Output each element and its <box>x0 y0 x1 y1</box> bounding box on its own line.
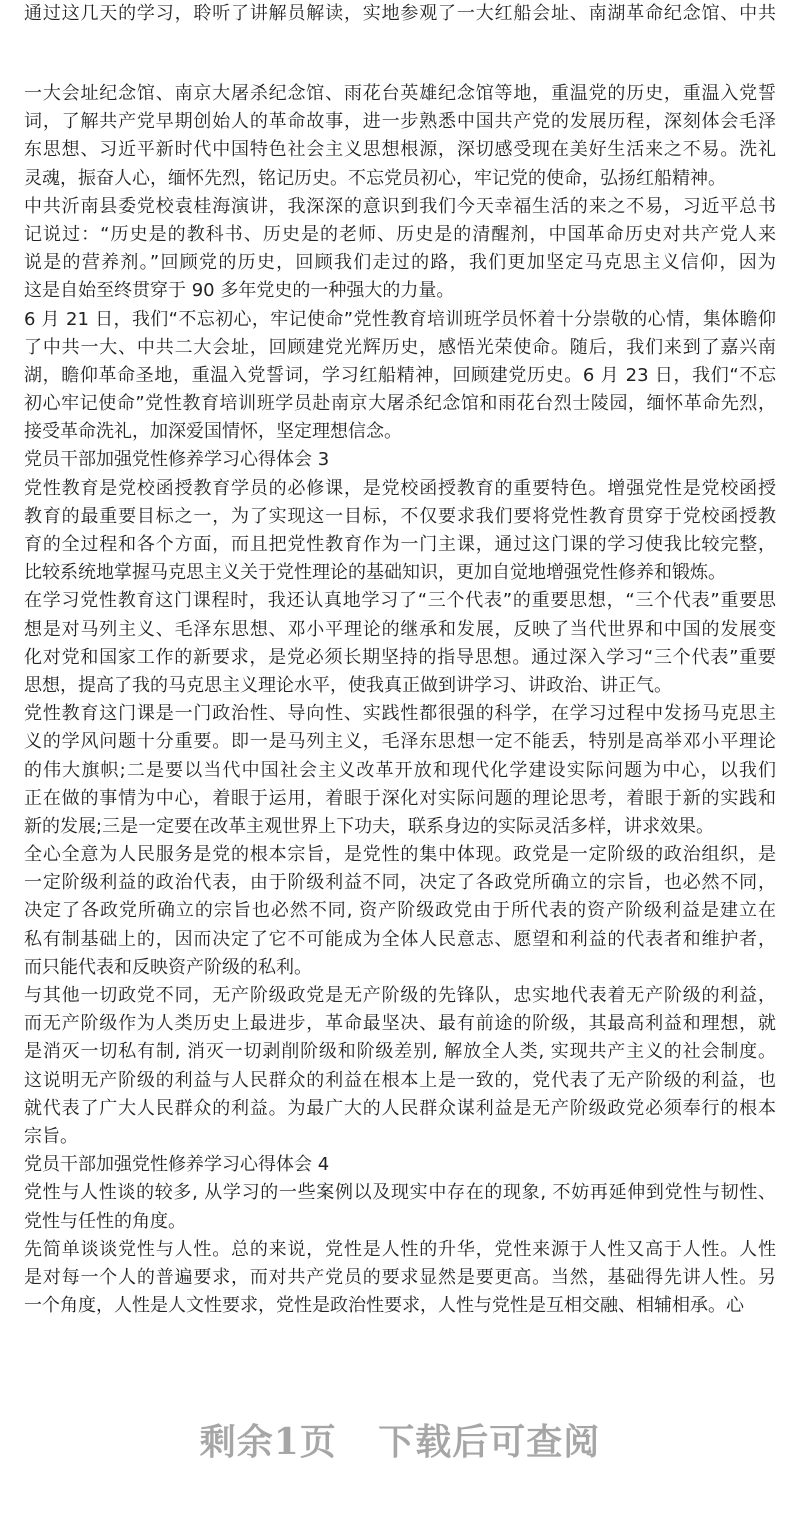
heading-text: 党员干部加强党性修养学习心得体会 3 <box>24 449 330 471</box>
text-line: 育的全过程和各个方面，而且把党性教育作为一门主课，通过这门课的学习使我比较完整， <box>24 534 776 555</box>
text-line: 党性教育是党校函授教育学员的必修课，是党校函授教育的重要特色。增强党性是党校函授 <box>24 477 776 499</box>
paragraph <box>24 587 776 700</box>
text-line: 一个角度，人性是人文性要求，党性是政治性要求，人性与党性是互相交融、相辅相承。心 <box>24 1295 744 1317</box>
text-line: 先简单谈谈党性与人性。总的来说，党性是人性的升华，党性来源于人性又高于人性。人性 <box>24 1238 776 1260</box>
download-to-view-label[interactable]: 下载后可查阅 <box>378 1421 601 1463</box>
text-line: 就代表了广大人民群众的利益。为最广大的人民群众谋利益是无产阶级政党必须奉行的根本 <box>24 1097 776 1119</box>
first-paragraph-line: 通过这几天的学习，聆听了讲解员解读，实地参观了一大红船会址、南湖革命纪念馆、中共 <box>24 3 776 24</box>
remaining-pages-label: 剩余1页 <box>199 1421 337 1463</box>
download-prompt[interactable] <box>0 1414 800 1465</box>
paragraph <box>24 193 776 306</box>
text-line: 6 月 21 日，我们“不忘初心，牢记使命”党性教育培训班学员怀着十分崇敬的心情，集体瞻仰 <box>24 308 776 330</box>
text-line: 这说明无产阶级的利益与人民群众的利益在根本上是一致的，党代表了无产阶级的利益，也 <box>24 1069 776 1091</box>
text-line: 全心全意为人民服务是党的根本宗旨，是党性的集中体现。政党是一定阶级的政治组织，是 <box>24 844 776 866</box>
text-line: 私有制基础上的，因而决定了它不可能成为全体人民意志、愿望和利益的代表者和维护者， <box>24 928 776 950</box>
paragraph <box>24 841 776 982</box>
paragraph <box>24 982 776 1151</box>
paragraph <box>24 306 776 447</box>
text-line: 了中共一大、中共二大会址，回顾建党光辉历史，感悟光荣使命。随后，我们来到了嘉兴南 <box>24 336 776 358</box>
text-line: 记说过：“历史是的教科书、历史是的老师、历史是的清醒剂，中国革命历史对共产党人来 <box>24 223 776 245</box>
paragraph <box>24 475 776 588</box>
heading-text: 党员干部加强党性修养学习心得体会 4 <box>24 1154 330 1176</box>
text-line: 宗旨。 <box>24 1125 78 1147</box>
text-line: 湖，瞻仰革命圣地，重温入党誓词，学习红船精神，回顾建党历史。6 月 23 日，我们“不忘 <box>24 364 776 386</box>
text-line: 中共沂南县委党校袁桂海演讲，我深深的意识到我们今天幸福生活的来之不易，习近平总书 <box>24 195 776 217</box>
text-line: 义的学风问题十分重要。即一是马列主义，毛泽东思想一定不能丢，特别是高举邓小平理论 <box>24 731 776 753</box>
paragraph <box>24 700 776 841</box>
document-body <box>24 80 776 1320</box>
section-heading <box>24 1151 776 1179</box>
text-line: 思想，提高了我的马克思主义理论水平，使我真正做到讲学习、讲政治、讲正气。 <box>24 674 672 696</box>
text-line: 一定阶级利益的政治代表，由于阶级利益不同，决定了各政党所确立的宗旨，也必然不同， <box>24 872 776 894</box>
text-line: 东思想、习近平新时代中国特色社会主义思想根源，深切感受现在美好生活来之不易。洗礼 <box>24 139 776 161</box>
paragraph <box>24 80 776 193</box>
section-heading <box>24 446 776 474</box>
text-line: 比较系统地掌握马克思主义关于党性理论的基础知识，更加自觉地增强党性修养和锻炼。 <box>24 562 726 584</box>
text-line: 党性与任性的角度。 <box>24 1210 186 1232</box>
text-line: 说是的营养剂。”回顾党的历史，回顾我们走过的路，我们更加坚定马克思主义信仰，因为 <box>24 252 776 274</box>
text-line: 这是自始至终贯穿于 90 多年党史的一种强大的力量。 <box>24 280 455 302</box>
text-line: 是消灭一切私有制, 消灭一切剥削阶级和阶级差别, 解放全人类, 实现共产主义的社会制度。 <box>24 1041 776 1063</box>
text-line: 与其他一切政党不同，无产阶级政党是无产阶级的先锋队，忠实地代表着无产阶级的利益， <box>24 985 776 1006</box>
paragraph <box>24 1179 776 1235</box>
text-line: 决定了各政党所确立的宗旨也必然不同, 资产阶级政党由于所代表的资产阶级利益是建立在 <box>24 900 776 922</box>
text-line: 一大会址纪念馆、南京大屠杀纪念馆、雨花台英雄纪念馆等地，重温党的历史，重温入党誓 <box>24 83 776 104</box>
text-line: 灵魂，振奋人心，缅怀先烈，铭记历史。不忘党员初心，牢记党的使命，弘扬红船精神。 <box>24 167 726 189</box>
text-line: 初心牢记使命”党性教育培训班学员赴南京大屠杀纪念馆和雨花台烈士陵园，缅怀革命先烈， <box>24 393 776 415</box>
text-line: 化对党和国家工作的新要求，是党必须长期坚持的指导思想。通过深入学习“三个代表”重要 <box>24 646 776 668</box>
text-line: 正在做的事情为中心，着眼于运用，着眼于深化对实际问题的理论思考，着眼于新的实践和 <box>24 787 776 809</box>
text-line: 的伟大旗帜;二是要以当代中国社会主义改革开放和现代化学建设实际问题为中心，以我们 <box>24 759 776 781</box>
paragraph <box>24 1236 776 1321</box>
text-line: 想是对马列主义、毛泽东思想、邓小平理论的继承和发展，反映了当代世界和中国的发展变 <box>24 618 776 640</box>
text-line: 党性教育这门课是一门政治性、导向性、实践性都很强的科学，在学习过程中发扬马克思主 <box>24 703 776 725</box>
text-line: 接受革命洗礼，加深爱国情怀，坚定理想信念。 <box>24 421 402 443</box>
text-line: 而无产阶级作为人类历史上最进步，革命最坚决、最有前途的阶级，其最高利益和理想，就 <box>24 1013 776 1035</box>
text-line: 是对每一个人的普遍要求，而对共产党员的要求显然是要更高。当然，基础得先讲人性。另 <box>24 1266 776 1288</box>
text-line: 新的发展;三是一定要在改革主观世界上下功夫，联系身边的实际灵活多样，讲求效果。 <box>24 815 715 837</box>
text-line: 教育的最重要目标之一，为了实现这一目标，不仅要求我们要将党性教育贯穿于党校函授教 <box>24 505 776 527</box>
text-line: 党性与人性谈的较多, 从学习的一些案例以及现实中存在的现象, 不妨再延伸到党性与韧性、 <box>24 1182 776 1204</box>
text-line: 而只能代表和反映资产阶级的私利。 <box>24 956 312 978</box>
text-line: 词，了解共产党早期创始人的革命故事，进一步熟悉中国共产党的发展历程，深刻体会毛泽 <box>24 111 776 133</box>
text-line: 在学习党性教育这门课程时，我还认真地学习了“三个代表”的重要思想，“三个代表”重要思 <box>24 590 776 612</box>
